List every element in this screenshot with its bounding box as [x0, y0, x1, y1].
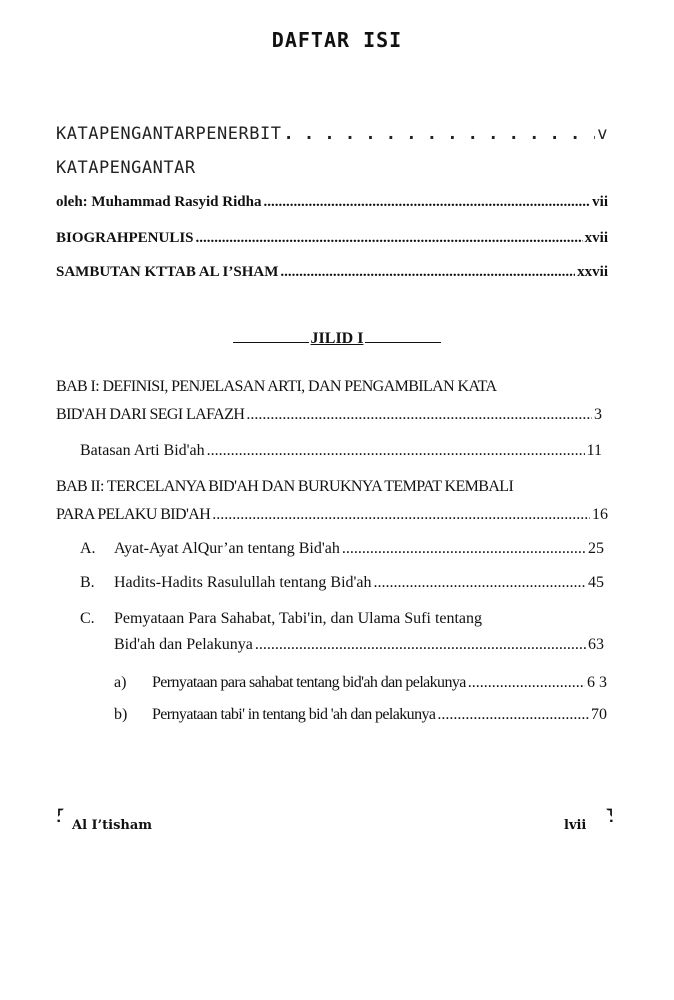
page-title: DAFTAR ISI — [271, 28, 403, 52]
toc-entry-page: 3 — [594, 406, 602, 423]
toc-entry-kata-pengantar-author — [56, 194, 608, 211]
corner-ornament-left-icon — [56, 808, 66, 822]
heading-rule-left — [233, 341, 309, 343]
footer-book-title: Al I’tisham — [72, 818, 153, 833]
item-marker-a: A. — [80, 540, 96, 557]
toc-entry-label: Ayat-Ayat AlQur’an tentang Bid'ah — [114, 540, 340, 557]
toc-entry-b — [114, 574, 604, 592]
toc-entry-c-a — [152, 674, 607, 692]
toc-entry-label: BIOGRAHPENULIS — [56, 230, 194, 246]
toc-entry-page: vii — [592, 194, 608, 210]
toc-entry-page: 6 3 — [587, 674, 607, 691]
toc-entry-biografi — [56, 230, 608, 247]
section-heading — [0, 330, 674, 348]
heading-rule-right — [365, 341, 441, 343]
dot-leader — [196, 230, 583, 247]
subitem-marker-b: b) — [114, 706, 128, 723]
toc-entry-page: 16 — [592, 506, 608, 523]
chapter-2-title-line1: BAB II: TERCELANYA BID'AH DAN BURUKNYA TEMPAT KEMBALI — [56, 478, 514, 495]
toc-entry-sambutan — [56, 264, 608, 281]
toc-entry-page: xxvii — [577, 264, 608, 280]
toc-entry-kata-pengantar-penerbit — [56, 124, 608, 144]
toc-entry-label: SAMBUTAN KTTAB AL I’SHAM — [56, 264, 279, 280]
dot-leader — [468, 674, 585, 692]
toc-entry-label: Batasan Arti Bid'ah — [80, 442, 205, 459]
toc-entry-label: Bid'ah dan Pelakunya — [114, 636, 253, 653]
toc-entry-label: PARA PELAKU BID'AH — [56, 506, 211, 523]
subitem-marker-a: a) — [114, 674, 127, 691]
dot-leader — [263, 194, 590, 211]
toc-entry-page: 45 — [588, 574, 604, 591]
toc-entry-label: Hadits-Hadits Rasulullah tentang Bid'ah — [114, 574, 372, 591]
section-heading-label: JILID I — [310, 330, 364, 347]
dot-leader — [437, 706, 589, 724]
toc-entry-kata-pengantar: KATAPENGANTAR — [56, 158, 196, 178]
toc-entry-a — [114, 540, 604, 558]
item-marker-c: C. — [80, 610, 95, 627]
dot-leader — [207, 442, 585, 460]
toc-entry-label: KATAPENGANTARPENERBIT — [56, 124, 282, 144]
toc-entry-c-b — [152, 706, 607, 724]
toc-entry-page: 70 — [591, 706, 607, 723]
toc-entry-c-line1: Pemyataan Para Sahabat, Tabi'in, dan Ulama Sufi tentang — [114, 610, 483, 627]
chapter-1-title-line1: BAB I: DEFINISI, PENJELASAN ARTI, DAN PENGAMBILAN KATA — [56, 378, 497, 395]
dot-leader — [283, 124, 595, 144]
toc-entry-page: 25 — [588, 540, 604, 557]
toc-entry-page: xvii — [584, 230, 608, 246]
toc-entry-label: Pernyataan para sahabat tentang bid'ah dan pelakunya — [152, 674, 466, 691]
footer-page-number: lvii — [564, 818, 587, 833]
toc-entry-chapter-1 — [56, 406, 602, 424]
corner-ornament-right-icon — [604, 808, 614, 822]
dot-leader — [255, 636, 586, 654]
toc-entry-label: oleh: Muhammad Rasyid Ridha — [56, 194, 262, 210]
toc-entry-batasan — [80, 442, 602, 460]
toc-entry-label: BID'AH DARI SEGI LAFAZH — [56, 406, 245, 423]
toc-entry-c — [114, 636, 604, 654]
toc-entry-page: v — [597, 124, 608, 144]
toc-entry-page: 11 — [586, 442, 602, 459]
item-marker-b: B. — [80, 574, 95, 591]
dot-leader — [212, 506, 590, 524]
dot-leader — [342, 540, 586, 558]
toc-entry-page: 63 — [588, 636, 604, 653]
dot-leader — [280, 264, 575, 281]
dot-leader — [374, 574, 586, 592]
toc-entry-label: Pernyataan tabi' in tentang bid 'ah dan pelakunya — [152, 706, 436, 723]
dot-leader — [246, 406, 592, 424]
toc-entry-chapter-2 — [56, 506, 608, 524]
